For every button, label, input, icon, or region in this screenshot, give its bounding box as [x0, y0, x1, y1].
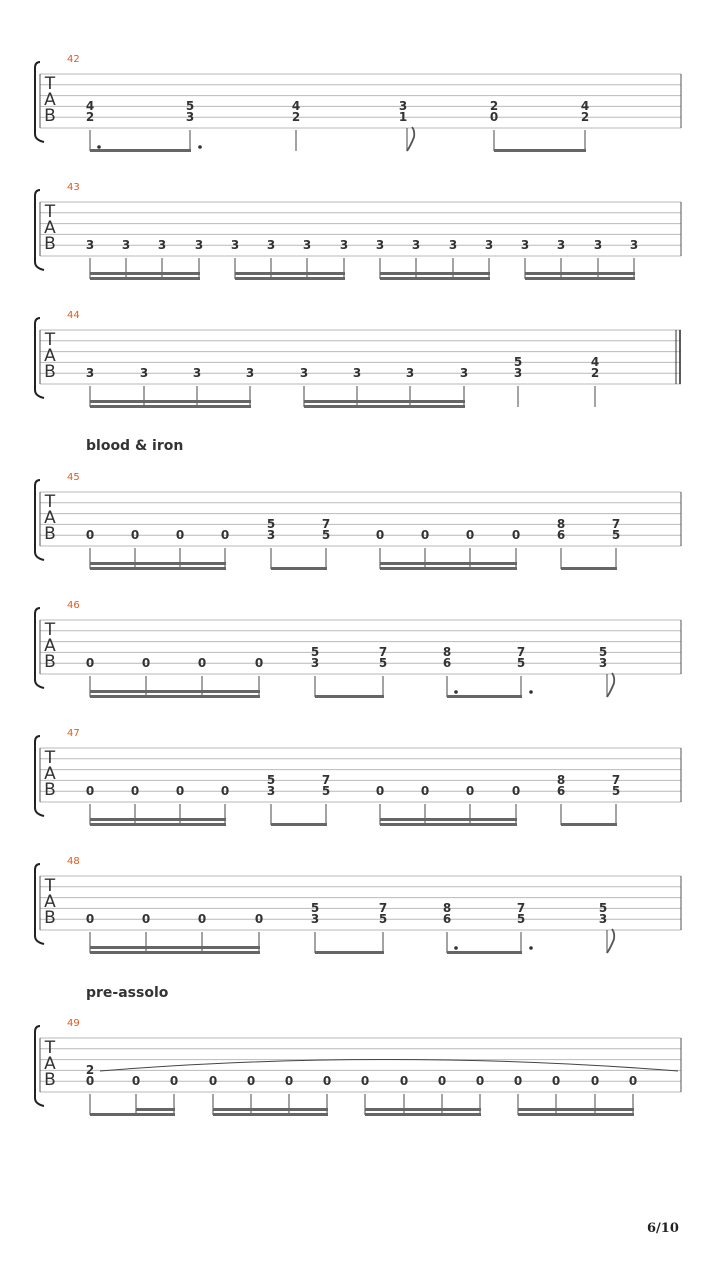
beam: [90, 149, 191, 152]
tab-clef-letter: A: [44, 346, 56, 366]
fret-number: 5: [378, 912, 388, 926]
fret-number: 0: [437, 1074, 447, 1088]
fret-number: 0: [85, 1074, 95, 1088]
beam: [90, 400, 251, 403]
beam: [136, 1108, 175, 1111]
fret-number: 6: [556, 784, 566, 798]
fret-number: 7: [378, 645, 388, 659]
fret-number: 3: [520, 238, 530, 252]
fret-number: 5: [598, 901, 608, 915]
beam: [365, 1108, 481, 1111]
fret-number: 7: [516, 901, 526, 915]
fret-number: 2: [489, 99, 499, 113]
beam: [561, 567, 617, 570]
beam: [380, 567, 517, 570]
tab-clef-letter: B: [44, 234, 56, 254]
beam: [90, 277, 200, 280]
fret-number: 4: [291, 99, 301, 113]
page-number: 6/10: [647, 1221, 679, 1236]
augmentation-dot: [529, 946, 533, 950]
measure-number: 46: [67, 600, 80, 611]
fret-number: 3: [157, 238, 167, 252]
beam: [380, 277, 490, 280]
fret-number: 0: [489, 110, 499, 124]
fret-number: 7: [611, 517, 621, 531]
fret-number: 0: [220, 528, 230, 542]
beam: [380, 818, 517, 821]
beam: [525, 277, 635, 280]
tab-clef-letter: T: [44, 330, 56, 350]
fret-number: 0: [254, 656, 264, 670]
fret-number: 3: [121, 238, 131, 252]
fret-number: 5: [266, 773, 276, 787]
section-label-pre-assolo: pre-assolo: [86, 985, 169, 1001]
fret-number: 3: [85, 238, 95, 252]
fret-number: 3: [352, 366, 362, 380]
beam: [315, 695, 384, 698]
beam: [90, 951, 260, 954]
fret-number: 3: [310, 912, 320, 926]
measure-number: 49: [67, 1018, 80, 1029]
measure-number: 48: [67, 856, 80, 867]
fret-number: 0: [360, 1074, 370, 1088]
fret-number: 0: [628, 1074, 638, 1088]
beam: [494, 149, 586, 152]
tab-clef-letter: A: [44, 218, 56, 238]
fret-number: 0: [141, 912, 151, 926]
fret-number: 7: [378, 901, 388, 915]
beam: [90, 946, 260, 949]
beam: [518, 1113, 634, 1116]
fret-number: 0: [254, 912, 264, 926]
fret-number: 8: [442, 645, 452, 659]
note-flag: [607, 673, 614, 697]
beam: [90, 562, 226, 565]
fret-number: 0: [85, 912, 95, 926]
fret-number: 5: [516, 656, 526, 670]
fret-number: 0: [399, 1074, 409, 1088]
fret-number: 0: [130, 784, 140, 798]
fret-number: 4: [590, 355, 600, 369]
tab-clef-letter: A: [44, 636, 56, 656]
fret-number: 5: [266, 517, 276, 531]
fret-number: 3: [375, 238, 385, 252]
fret-number: 0: [420, 528, 430, 542]
fret-number: 5: [611, 784, 621, 798]
fret-number: 5: [310, 901, 320, 915]
beam: [213, 1113, 328, 1116]
tab-clef-letter: T: [44, 748, 56, 768]
beam: [380, 272, 490, 275]
fret-number: 8: [442, 901, 452, 915]
beam: [90, 272, 200, 275]
fret-number: 7: [321, 773, 331, 787]
tab-clef-letter: B: [44, 1070, 56, 1090]
beam: [213, 1108, 328, 1111]
tab-clef-letter: A: [44, 892, 56, 912]
fret-number: 5: [378, 656, 388, 670]
fret-number: 3: [556, 238, 566, 252]
tab-clef-letter: A: [44, 508, 56, 528]
fret-number: 5: [321, 784, 331, 798]
fret-number: 3: [266, 238, 276, 252]
fret-number: 7: [321, 517, 331, 531]
fret-number: 0: [131, 1074, 141, 1088]
fret-number: 3: [411, 238, 421, 252]
beam: [90, 567, 226, 570]
fret-number: 4: [85, 99, 95, 113]
fret-number: 0: [420, 784, 430, 798]
fret-number: 5: [310, 645, 320, 659]
fret-number: 3: [194, 238, 204, 252]
tab-clef-letter: A: [44, 90, 56, 110]
beam: [304, 400, 465, 403]
tab-clef-letter: T: [44, 876, 56, 896]
tab-clef-letter: T: [44, 620, 56, 640]
note-flag: [607, 929, 614, 953]
fret-number: 0: [197, 656, 207, 670]
fret-number: 0: [375, 784, 385, 798]
beam: [447, 695, 522, 698]
fret-number: 0: [551, 1074, 561, 1088]
beam: [90, 690, 260, 693]
fret-number: 3: [339, 238, 349, 252]
fret-number: 3: [302, 238, 312, 252]
section-label-blood-iron: blood & iron: [86, 438, 184, 454]
fret-number: 0: [513, 1074, 523, 1088]
fret-number: 0: [175, 528, 185, 542]
fret-number: 3: [299, 366, 309, 380]
beam: [365, 1113, 481, 1116]
fret-number: 0: [284, 1074, 294, 1088]
fret-number: 3: [245, 366, 255, 380]
fret-number: 1: [398, 110, 408, 124]
fret-number: 5: [321, 528, 331, 542]
fret-number: 3: [598, 912, 608, 926]
beam: [561, 823, 617, 826]
fret-number: 0: [511, 528, 521, 542]
beam: [304, 405, 465, 408]
fret-number: 3: [593, 238, 603, 252]
fret-number: 0: [465, 784, 475, 798]
fret-number: 3: [459, 366, 469, 380]
measure-number: 47: [67, 728, 80, 739]
fret-number: 7: [516, 645, 526, 659]
fret-number: 3: [484, 238, 494, 252]
beam: [90, 1113, 175, 1116]
fret-number: 3: [85, 366, 95, 380]
note-flag: [407, 127, 414, 151]
fret-number: 0: [590, 1074, 600, 1088]
augmentation-dot: [529, 690, 533, 694]
fret-number: 0: [475, 1074, 485, 1088]
fret-number: 0: [511, 784, 521, 798]
tab-clef-letter: B: [44, 908, 56, 928]
augmentation-dot: [198, 145, 202, 149]
fret-number: 0: [130, 528, 140, 542]
tab-clef-letter: T: [44, 74, 56, 94]
fret-number: 0: [175, 784, 185, 798]
fret-number: 4: [580, 99, 590, 113]
fret-number: 3: [139, 366, 149, 380]
fret-number: 3: [192, 366, 202, 380]
fret-number: 0: [322, 1074, 332, 1088]
tab-clef-letter: T: [44, 1038, 56, 1058]
beam: [90, 823, 226, 826]
fret-number: 3: [405, 366, 415, 380]
measure-number: 44: [67, 310, 80, 321]
fret-number: 0: [220, 784, 230, 798]
beam: [380, 562, 517, 565]
fret-number: 5: [516, 912, 526, 926]
fret-number: 0: [246, 1074, 256, 1088]
beam: [447, 951, 522, 954]
fret-number: 3: [513, 366, 523, 380]
fret-number: 0: [85, 784, 95, 798]
fret-number: 6: [442, 656, 452, 670]
fret-number: 5: [598, 645, 608, 659]
fret-number: 8: [556, 773, 566, 787]
beam: [271, 567, 327, 570]
fret-number: 3: [448, 238, 458, 252]
fret-number: 7: [611, 773, 621, 787]
beam: [90, 405, 251, 408]
fret-number: 0: [85, 656, 95, 670]
fret-number: 2: [291, 110, 301, 124]
fret-number: 8: [556, 517, 566, 531]
augmentation-dot: [454, 690, 458, 694]
measure-number: 43: [67, 182, 80, 193]
tab-clef-letter: A: [44, 1054, 56, 1074]
fret-number: 3: [185, 110, 195, 124]
tab-clef-letter: B: [44, 106, 56, 126]
beam: [380, 823, 517, 826]
fret-number: 2: [85, 1063, 95, 1077]
measure-number: 42: [67, 54, 80, 65]
beam: [518, 1108, 634, 1111]
fret-number: 3: [310, 656, 320, 670]
fret-number: 6: [556, 528, 566, 542]
fret-number: 5: [513, 355, 523, 369]
tab-clef-letter: A: [44, 764, 56, 784]
measure-number: 45: [67, 472, 80, 483]
fret-number: 3: [266, 528, 276, 542]
tab-clef-letter: B: [44, 780, 56, 800]
tab-clef-letter: B: [44, 524, 56, 544]
beam: [315, 951, 384, 954]
fret-number: 0: [465, 528, 475, 542]
fret-number: 0: [208, 1074, 218, 1088]
slur: [100, 1060, 678, 1072]
fret-number: 5: [611, 528, 621, 542]
fret-number: 3: [230, 238, 240, 252]
beam: [90, 695, 260, 698]
tab-clef-letter: B: [44, 652, 56, 672]
fret-number: 3: [598, 656, 608, 670]
beam: [235, 272, 345, 275]
augmentation-dot: [454, 946, 458, 950]
fret-number: 0: [169, 1074, 179, 1088]
fret-number: 3: [398, 99, 408, 113]
fret-number: 2: [590, 366, 600, 380]
tab-clef-letter: T: [44, 202, 56, 222]
beam: [90, 818, 226, 821]
tab-clef-letter: B: [44, 362, 56, 382]
beam: [525, 272, 635, 275]
fret-number: 3: [629, 238, 639, 252]
fret-number: 0: [141, 656, 151, 670]
fret-number: 0: [197, 912, 207, 926]
fret-number: 6: [442, 912, 452, 926]
augmentation-dot: [97, 145, 101, 149]
beam: [271, 823, 327, 826]
fret-number: 2: [580, 110, 590, 124]
fret-number: 0: [375, 528, 385, 542]
fret-number: 3: [266, 784, 276, 798]
fret-number: 2: [85, 110, 95, 124]
fret-number: 5: [185, 99, 195, 113]
fret-number: 0: [85, 528, 95, 542]
tab-clef-letter: T: [44, 492, 56, 512]
beam: [235, 277, 345, 280]
